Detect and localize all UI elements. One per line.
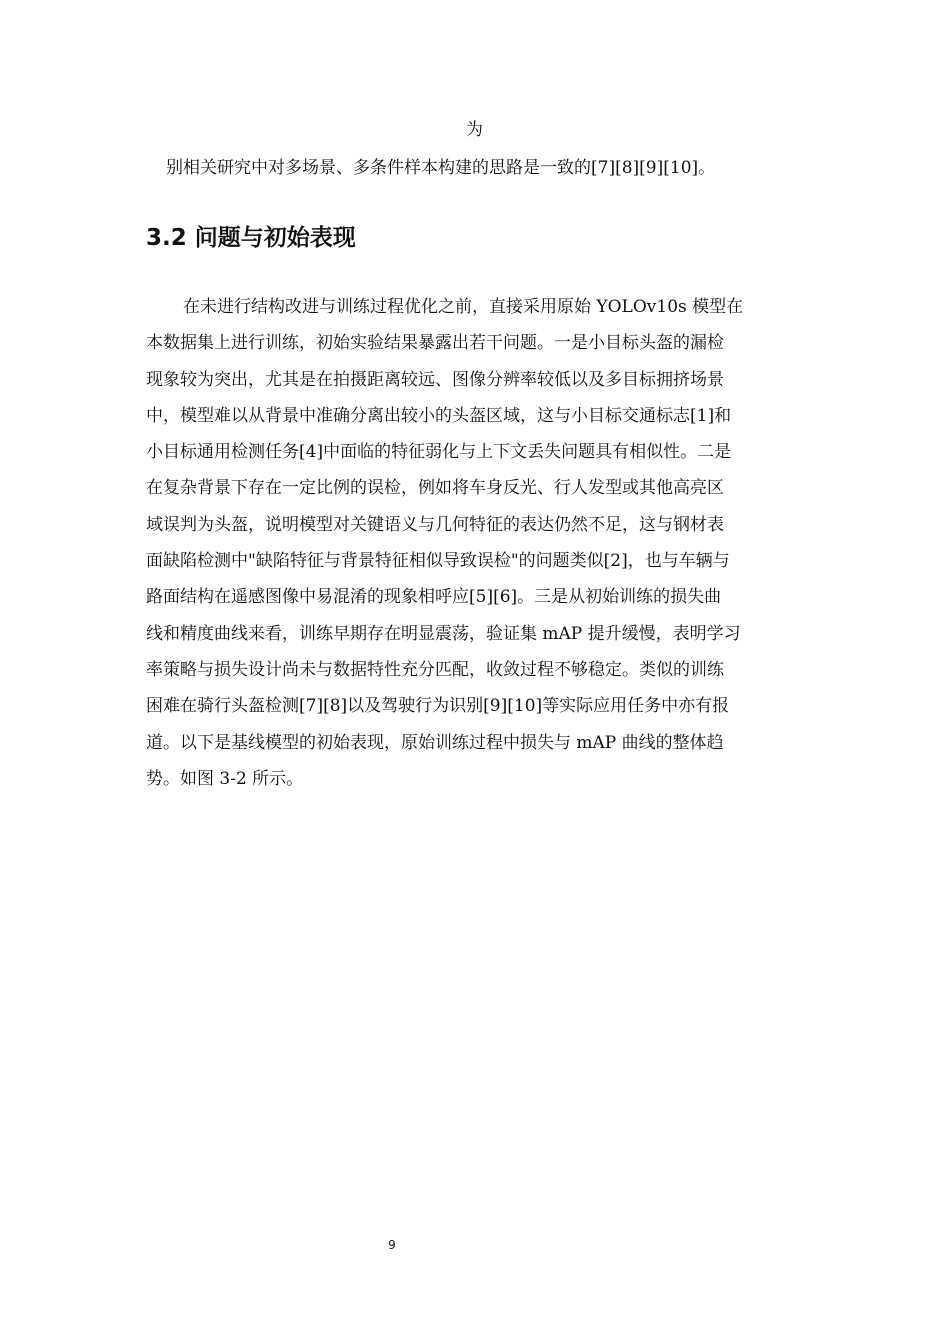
paragraph-line: 在未进行结构改进与训练过程优化之前，直接采用原始 YOLOv10s 模型在 (183, 297, 744, 317)
paragraph-line: 道。以下是基线模型的初始表现，原始训练过程中损失与 mAP 曲线的整体趋 (146, 732, 724, 753)
paragraph-line: 路面结构在遥感图像中易混淆的现象相呼应[5][6]。三是从初始训练的损失曲 (146, 587, 722, 608)
paragraph-line: 困难在骑行头盔检测[7][8]以及驾驶行为识别[9][10]等实际应用任务中亦有报 (146, 696, 730, 717)
paragraph-line: 中，模型难以从背景中准确分离出较小的头盔区域，这与小目标交通标志[1]和 (146, 405, 732, 426)
carryover-line: 别相关研究中对多场景、多条件样本构建的思路是一致的[7][8][9][10]。 (166, 158, 716, 178)
carryover-fragment: 为 (466, 120, 483, 140)
paragraph-line: 率策略与损失设计尚未与数据特性充分匹配，收敛过程不够稳定。类似的训练 (146, 659, 724, 680)
paragraph-line: 本数据集上进行训练，初始实验结果暴露出若干问题。一是小目标头盔的漏检 (146, 333, 724, 354)
paragraph-line: 面缺陷检测中"缺陷特征与背景特征相似导致误检"的问题类似[2]，也与车辆与 (146, 551, 730, 572)
paragraph-line: 势。如图 3-2 所示。 (146, 768, 304, 789)
section-heading: 3.2 问题与初始表现 (146, 225, 356, 251)
paragraph-line: 线和精度曲线来看，训练早期存在明显震荡，验证集 mAP 提升缓慢，表明学习 (146, 623, 741, 644)
page-number: 9 (388, 1238, 396, 1252)
paragraph-line: 现象较为突出，尤其是在拍摄距离较远、图像分辨率较低以及多目标拥挤场景 (146, 369, 724, 390)
paragraph-line: 域误判为头盔，说明模型对关键语义与几何特征的表达仍然不足，这与钢材表 (146, 514, 724, 535)
paragraph-line: 小目标通用检测任务[4]中面临的特征弱化与上下文丢失问题具有相似性。二是 (146, 442, 732, 463)
body-paragraph (146, 289, 826, 797)
paragraph-line: 在复杂背景下存在一定比例的误检，例如将车身反光、行人发型或其他高亮区 (146, 478, 724, 499)
